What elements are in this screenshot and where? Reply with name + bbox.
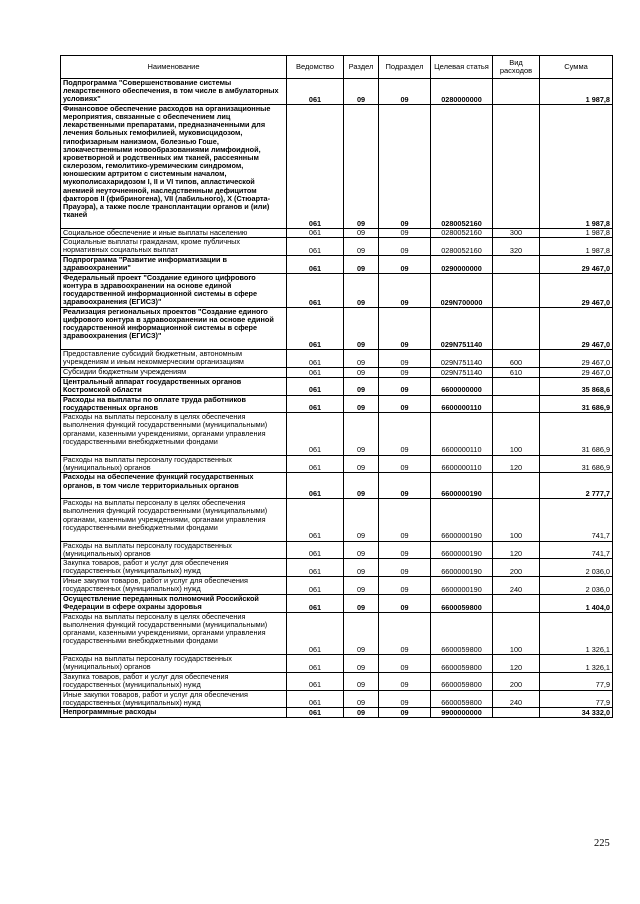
row-section-cell: 09 — [344, 273, 379, 307]
row-expense-type-cell: 120 — [493, 541, 540, 559]
row-name-cell: Подпрограмма "Развитие информатизации в здравоохранении" — [61, 256, 287, 274]
row-amount-cell: 34 332,0 — [540, 708, 613, 718]
row-section-cell: 09 — [344, 238, 379, 256]
table-row — [61, 273, 613, 307]
row-subsection-cell: 09 — [379, 368, 431, 378]
row-department-cell: 061 — [287, 377, 344, 395]
row-department-cell: 061 — [287, 104, 344, 228]
header-amount: Сумма — [540, 56, 613, 79]
row-amount-cell: 1 326,1 — [540, 654, 613, 672]
row-department-cell: 061 — [287, 577, 344, 595]
row-name-cell: Расходы на выплаты персоналу в целях обеспечения выполнения функций государственными (муниципальными) органами, казенными учреждениями, органами управления государственными внебюджетными фондами — [61, 413, 287, 455]
row-amount-cell: 741,7 — [540, 499, 613, 541]
row-target-item-cell: 0290000000 — [431, 256, 493, 274]
row-amount-cell: 2 036,0 — [540, 577, 613, 595]
row-amount-cell: 29 467,0 — [540, 256, 613, 274]
row-section-cell: 09 — [344, 395, 379, 413]
row-expense-type-cell: 610 — [493, 368, 540, 378]
row-subsection-cell: 09 — [379, 559, 431, 577]
row-name-cell: Социальные выплаты гражданам, кроме публичных нормативных социальных выплат — [61, 238, 287, 256]
row-department-cell: 061 — [287, 238, 344, 256]
row-name-cell: Расходы на обеспечение функций государственных органов, в том числе территориальных органов — [61, 473, 287, 499]
row-expense-type-cell: 200 — [493, 672, 540, 690]
row-section-cell: 09 — [344, 594, 379, 612]
row-department-cell: 061 — [287, 79, 344, 105]
table-row — [61, 104, 613, 228]
row-subsection-cell: 09 — [379, 308, 431, 350]
row-department-cell: 061 — [287, 308, 344, 350]
row-name-cell: Закупка товаров, работ и услуг для обеспечения государственных (муниципальных) нужд — [61, 559, 287, 577]
row-name-cell: Социальное обеспечение и иные выплаты населению — [61, 228, 287, 238]
row-amount-cell: 29 467,0 — [540, 350, 613, 368]
row-department-cell: 061 — [287, 541, 344, 559]
row-section-cell: 09 — [344, 672, 379, 690]
header-subsection: Подраздел — [379, 56, 431, 79]
row-amount-cell: 741,7 — [540, 541, 613, 559]
row-expense-type-cell: 240 — [493, 577, 540, 595]
row-section-cell: 09 — [344, 350, 379, 368]
row-amount-cell: 1 987,8 — [540, 238, 613, 256]
row-target-item-cell: 6600000190 — [431, 577, 493, 595]
row-section-cell: 09 — [344, 377, 379, 395]
table-row — [61, 228, 613, 238]
row-section-cell: 09 — [344, 708, 379, 718]
row-amount-cell: 77,9 — [540, 672, 613, 690]
table-header-row — [61, 56, 613, 79]
row-subsection-cell: 09 — [379, 273, 431, 307]
row-expense-type-cell — [493, 308, 540, 350]
table-row — [61, 455, 613, 473]
table-row — [61, 377, 613, 395]
row-name-cell: Непрограммные расходы — [61, 708, 287, 718]
header-department: Ведомство — [287, 56, 344, 79]
header-section: Раздел — [344, 56, 379, 79]
row-subsection-cell: 09 — [379, 499, 431, 541]
row-department-cell: 061 — [287, 672, 344, 690]
row-name-cell: Расходы на выплаты персоналу государственных (муниципальных) органов — [61, 654, 287, 672]
row-amount-cell: 1 987,8 — [540, 228, 613, 238]
row-department-cell: 061 — [287, 455, 344, 473]
row-expense-type-cell: 300 — [493, 228, 540, 238]
row-expense-type-cell: 100 — [493, 499, 540, 541]
row-subsection-cell: 09 — [379, 455, 431, 473]
row-name-cell: Субсидии бюджетным учреждениям — [61, 368, 287, 378]
row-section-cell: 09 — [344, 455, 379, 473]
row-name-cell: Осуществление переданных полномочий Российской Федерации в сфере охраны здоровья — [61, 594, 287, 612]
table-row — [61, 577, 613, 595]
row-amount-cell: 1 326,1 — [540, 612, 613, 654]
row-section-cell: 09 — [344, 577, 379, 595]
row-section-cell: 09 — [344, 79, 379, 105]
table-row — [61, 79, 613, 105]
row-target-item-cell: 6600059800 — [431, 672, 493, 690]
row-subsection-cell: 09 — [379, 228, 431, 238]
row-subsection-cell: 09 — [379, 473, 431, 499]
row-target-item-cell: 6600059800 — [431, 690, 493, 708]
row-section-cell: 09 — [344, 256, 379, 274]
row-section-cell: 09 — [344, 612, 379, 654]
row-department-cell: 061 — [287, 690, 344, 708]
row-department-cell: 061 — [287, 273, 344, 307]
row-target-item-cell: 6600000110 — [431, 455, 493, 473]
row-expense-type-cell: 240 — [493, 690, 540, 708]
row-target-item-cell: 6600000110 — [431, 413, 493, 455]
row-amount-cell: 29 467,0 — [540, 368, 613, 378]
table-row — [61, 238, 613, 256]
row-expense-type-cell — [493, 273, 540, 307]
row-name-cell: Иные закупки товаров, работ и услуг для обеспечения государственных (муниципальных) нужд — [61, 577, 287, 595]
row-target-item-cell: 6600000190 — [431, 541, 493, 559]
row-subsection-cell: 09 — [379, 612, 431, 654]
table-row — [61, 612, 613, 654]
row-name-cell: Центральный аппарат государственных органов Костромской области — [61, 377, 287, 395]
header-name: Наименование — [61, 56, 287, 79]
table-row — [61, 413, 613, 455]
table-row — [61, 559, 613, 577]
row-expense-type-cell — [493, 256, 540, 274]
row-subsection-cell: 09 — [379, 377, 431, 395]
row-target-item-cell: 029N751140 — [431, 308, 493, 350]
table-row — [61, 654, 613, 672]
table-row — [61, 473, 613, 499]
row-subsection-cell: 09 — [379, 708, 431, 718]
row-target-item-cell: 6600000190 — [431, 473, 493, 499]
row-subsection-cell: 09 — [379, 350, 431, 368]
row-section-cell: 09 — [344, 541, 379, 559]
table-row — [61, 541, 613, 559]
budget-table — [60, 55, 613, 718]
row-department-cell: 061 — [287, 559, 344, 577]
row-amount-cell: 29 467,0 — [540, 308, 613, 350]
row-department-cell: 061 — [287, 499, 344, 541]
row-expense-type-cell: 600 — [493, 350, 540, 368]
table-row — [61, 708, 613, 718]
row-section-cell: 09 — [344, 499, 379, 541]
row-expense-type-cell: 200 — [493, 559, 540, 577]
row-name-cell: Финансовое обеспечение расходов на организационные мероприятия, связанные с обеспечением лиц лекарственными препаратами, предназначенными для лечения больных гемофилией, муковисцидозом, гипофизарным нанизмом, болезнью Гоше, злокачественными новообразованиями лимфоидной, кроветворной и родственных им тканей, рассеянным склерозом, гемолитико-уремическим синдромом, юношеским артритом с системным началом, мукополисахаридозом I, II и VI типов, апластической анемией неуточненной, наследственным дефицитом факторов II (фибриногена), VII (лабильного), X (Стюарта-Прауэра), а также после трансплантации органов и (или) тканей — [61, 104, 287, 228]
row-section-cell: 09 — [344, 690, 379, 708]
table-body — [61, 79, 613, 718]
row-target-item-cell: 0280052160 — [431, 104, 493, 228]
row-section-cell: 09 — [344, 559, 379, 577]
row-name-cell: Расходы на выплаты по оплате труда работников государственных органов — [61, 395, 287, 413]
row-department-cell: 061 — [287, 350, 344, 368]
row-target-item-cell: 0280052160 — [431, 238, 493, 256]
row-subsection-cell: 09 — [379, 413, 431, 455]
table-row — [61, 368, 613, 378]
row-subsection-cell: 09 — [379, 594, 431, 612]
row-expense-type-cell — [493, 395, 540, 413]
row-department-cell: 061 — [287, 395, 344, 413]
row-amount-cell: 31 686,9 — [540, 395, 613, 413]
table-row — [61, 594, 613, 612]
row-amount-cell: 1 987,8 — [540, 104, 613, 228]
row-subsection-cell: 09 — [379, 395, 431, 413]
row-subsection-cell: 09 — [379, 654, 431, 672]
row-department-cell: 061 — [287, 654, 344, 672]
row-amount-cell: 2 036,0 — [540, 559, 613, 577]
row-department-cell: 061 — [287, 368, 344, 378]
row-amount-cell: 2 777,7 — [540, 473, 613, 499]
row-name-cell: Федеральный проект "Создание единого цифрового контура в здравоохранении на основе единой государственной информационной системы в сфере здравоохранения (ЕГИСЗ)" — [61, 273, 287, 307]
row-expense-type-cell: 320 — [493, 238, 540, 256]
table-row — [61, 350, 613, 368]
row-expense-type-cell: 100 — [493, 612, 540, 654]
table-row — [61, 395, 613, 413]
row-department-cell: 061 — [287, 612, 344, 654]
row-department-cell: 061 — [287, 256, 344, 274]
row-target-item-cell: 0280052160 — [431, 228, 493, 238]
row-department-cell: 061 — [287, 594, 344, 612]
row-target-item-cell: 6600000190 — [431, 499, 493, 541]
row-target-item-cell: 6600059800 — [431, 612, 493, 654]
row-section-cell: 09 — [344, 368, 379, 378]
row-section-cell: 09 — [344, 654, 379, 672]
row-expense-type-cell: 100 — [493, 413, 540, 455]
row-name-cell: Предоставление субсидий бюджетным, автономным учреждениям и иным некоммерческим организациям — [61, 350, 287, 368]
row-subsection-cell: 09 — [379, 104, 431, 228]
row-target-item-cell: 9900000000 — [431, 708, 493, 718]
row-subsection-cell: 09 — [379, 238, 431, 256]
table-row — [61, 499, 613, 541]
row-amount-cell: 31 686,9 — [540, 455, 613, 473]
row-expense-type-cell — [493, 708, 540, 718]
row-target-item-cell: 029N751140 — [431, 350, 493, 368]
row-target-item-cell: 029N751140 — [431, 368, 493, 378]
table-row — [61, 672, 613, 690]
table-row — [61, 308, 613, 350]
header-target-item: Целевая статья — [431, 56, 493, 79]
row-expense-type-cell — [493, 79, 540, 105]
row-expense-type-cell — [493, 473, 540, 499]
row-target-item-cell: 6600059800 — [431, 594, 493, 612]
table-row — [61, 256, 613, 274]
row-subsection-cell: 09 — [379, 541, 431, 559]
row-name-cell: Иные закупки товаров, работ и услуг для обеспечения государственных (муниципальных) нужд — [61, 690, 287, 708]
row-expense-type-cell: 120 — [493, 654, 540, 672]
row-name-cell: Подпрограмма "Совершенствование системы лекарственного обеспечения, в том числе в амбулаторных условиях" — [61, 79, 287, 105]
row-name-cell: Закупка товаров, работ и услуг для обеспечения государственных (муниципальных) нужд — [61, 672, 287, 690]
row-department-cell: 061 — [287, 413, 344, 455]
row-expense-type-cell — [493, 104, 540, 228]
row-amount-cell: 1 404,0 — [540, 594, 613, 612]
row-expense-type-cell — [493, 377, 540, 395]
row-section-cell: 09 — [344, 308, 379, 350]
row-subsection-cell: 09 — [379, 577, 431, 595]
row-target-item-cell: 6600000000 — [431, 377, 493, 395]
row-department-cell: 061 — [287, 473, 344, 499]
row-department-cell: 061 — [287, 708, 344, 718]
header-expense-type: Вид расходов — [493, 56, 540, 79]
row-name-cell: Расходы на выплаты персоналу в целях обеспечения выполнения функций государственными (муниципальными) органами, казенными учреждениями, органами управления государственными внебюджетными фондами — [61, 499, 287, 541]
row-subsection-cell: 09 — [379, 690, 431, 708]
row-section-cell: 09 — [344, 104, 379, 228]
row-name-cell: Реализация региональных проектов "Создание единого цифрового контура в здравоохранении на основе единой государственной информационной системы в сфере здравоохранения (ЕГИСЗ)" — [61, 308, 287, 350]
row-name-cell: Расходы на выплаты персоналу в целях обеспечения выполнения функций государственными (муниципальными) органами, казенными учреждениями, органами управления государственными внебюджетными фондами — [61, 612, 287, 654]
row-target-item-cell: 6600000110 — [431, 395, 493, 413]
row-target-item-cell: 0280000000 — [431, 79, 493, 105]
table-row — [61, 690, 613, 708]
row-subsection-cell: 09 — [379, 672, 431, 690]
row-amount-cell: 77,9 — [540, 690, 613, 708]
row-expense-type-cell: 120 — [493, 455, 540, 473]
row-target-item-cell: 029N700000 — [431, 273, 493, 307]
row-name-cell: Расходы на выплаты персоналу государственных (муниципальных) органов — [61, 455, 287, 473]
row-subsection-cell: 09 — [379, 79, 431, 105]
row-amount-cell: 1 987,8 — [540, 79, 613, 105]
row-amount-cell: 29 467,0 — [540, 273, 613, 307]
row-section-cell: 09 — [344, 413, 379, 455]
row-section-cell: 09 — [344, 228, 379, 238]
row-name-cell: Расходы на выплаты персоналу государственных (муниципальных) органов — [61, 541, 287, 559]
row-department-cell: 061 — [287, 228, 344, 238]
row-target-item-cell: 6600059800 — [431, 654, 493, 672]
row-target-item-cell: 6600000190 — [431, 559, 493, 577]
row-expense-type-cell — [493, 594, 540, 612]
page-number: 225 — [594, 838, 610, 849]
row-amount-cell: 31 686,9 — [540, 413, 613, 455]
row-amount-cell: 35 868,6 — [540, 377, 613, 395]
row-section-cell: 09 — [344, 473, 379, 499]
row-subsection-cell: 09 — [379, 256, 431, 274]
